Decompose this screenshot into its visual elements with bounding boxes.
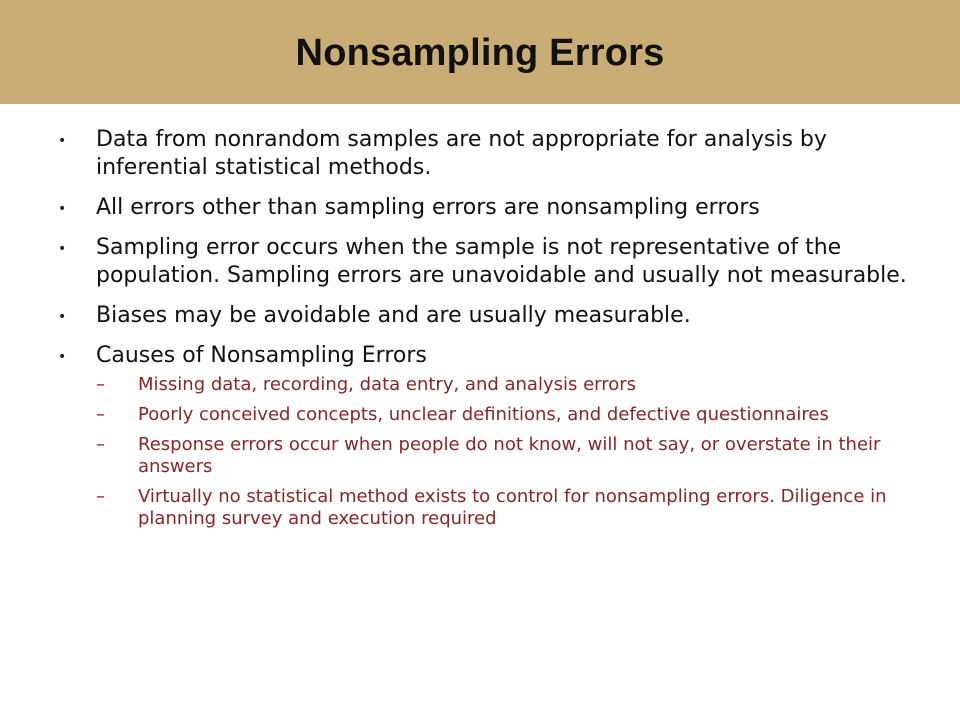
bullet-text: Biases may be avoidable and are usually measurable. [96, 303, 691, 328]
sub-bullet-text: Response errors occur when people do not know, will not say, or overstate in their answers [138, 434, 881, 477]
dash-icon: – [96, 374, 105, 395]
bullet-text: Sampling error occurs when the sample is not representative of the population. Sampling errors are unavoidable and usually not measurable. [96, 235, 907, 288]
bullet-text: Causes of Nonsampling Errors [96, 343, 427, 368]
bullet-icon: • [58, 133, 67, 149]
bullet-item [56, 234, 936, 290]
bullet-icon: • [58, 349, 67, 365]
sub-bullet-item [96, 434, 936, 478]
bullet-icon: • [58, 309, 67, 325]
sub-bullet-text: Missing data, recording, data entry, and analysis errors [138, 374, 637, 395]
bullet-item [56, 302, 936, 330]
dash-icon: – [96, 404, 105, 425]
sub-bullet-item [96, 374, 936, 396]
dash-icon: – [96, 434, 105, 455]
sub-bullet-text: Virtually no statistical method exists to control for nonsampling errors. Diligence in planning survey and execution required [138, 486, 887, 529]
bullet-text: Data from nonrandom samples are not appropriate for analysis by inferential statistical methods. [96, 127, 827, 180]
dash-icon: – [96, 486, 105, 507]
sub-bullet-list [96, 374, 936, 530]
bullet-list [56, 126, 936, 530]
bullet-item [56, 342, 936, 530]
slide-title: Nonsampling Errors [295, 31, 665, 74]
sub-bullet-text: Poorly conceived concepts, unclear definitions, and defective questionnaires [138, 404, 829, 425]
sub-bullet-item [96, 404, 936, 426]
title-bar [0, 0, 960, 104]
slide-content [56, 126, 936, 542]
bullet-icon: • [58, 241, 67, 257]
bullet-icon: • [58, 201, 67, 217]
bullet-item [56, 194, 936, 222]
bullet-text: All errors other than sampling errors are nonsampling errors [96, 195, 760, 220]
bullet-item [56, 126, 936, 182]
sub-bullet-item [96, 486, 936, 530]
